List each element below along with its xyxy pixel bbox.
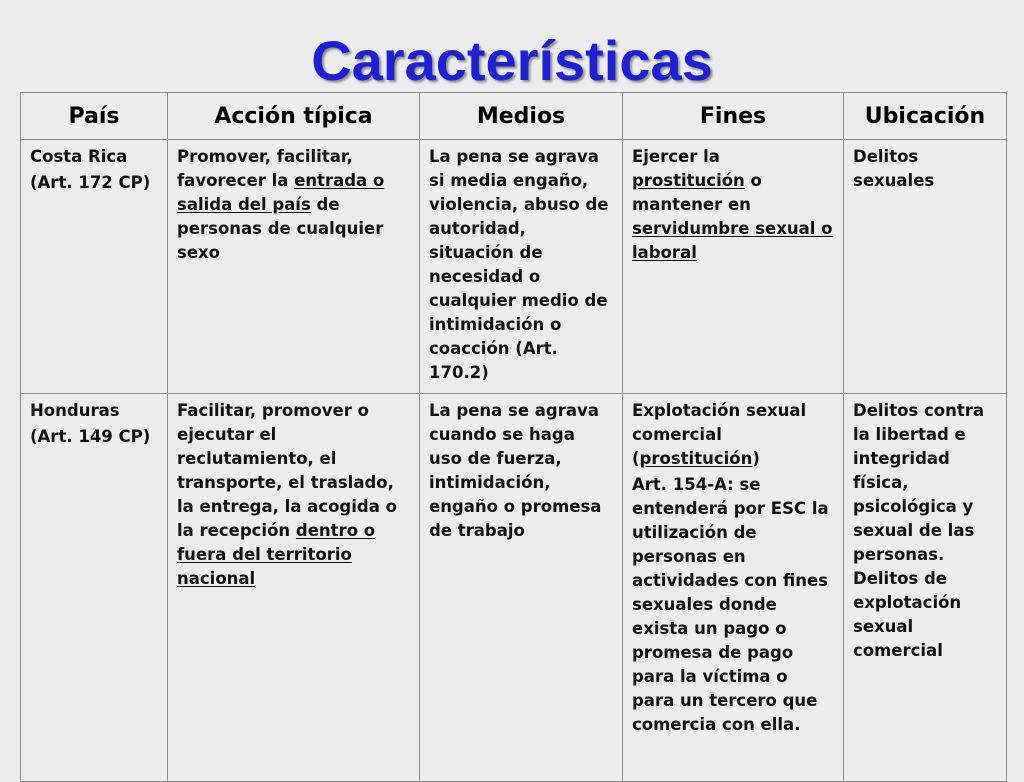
table-row	[21, 140, 1007, 394]
ends-text-mid: o mantener en	[632, 171, 762, 214]
means-text: La pena se agrava cuando se haga uso de fuerza, intimidación, engaño o promesa de trabajo	[429, 401, 602, 540]
table-row	[21, 394, 1007, 782]
action-underlined-text: dentro o fuera del territorio nacional	[177, 521, 376, 588]
ends-underlined-text: prostitución	[632, 171, 745, 190]
slide-title: Características	[311, 29, 713, 92]
ends-text-mid: )	[752, 449, 760, 468]
header-location: Ubicación	[844, 93, 1007, 140]
table-header-row	[21, 93, 1007, 140]
country-article: (Art. 149 CP)	[30, 427, 151, 446]
cell-location	[844, 394, 1007, 782]
cell-ends	[623, 394, 844, 782]
characteristics-table	[20, 92, 1007, 782]
cell-ends	[623, 140, 844, 394]
action-text: Promover, facilitar, favorecer la	[177, 147, 353, 190]
cell-action	[168, 140, 420, 394]
header-action: Acción típica	[168, 93, 420, 140]
header-means: Medios	[420, 93, 623, 140]
country-name: Honduras	[30, 401, 120, 420]
cell-country	[21, 140, 168, 394]
cell-location	[844, 140, 1007, 394]
location-text: Delitos sexuales	[853, 147, 935, 190]
cell-means	[420, 394, 623, 782]
cell-means	[420, 140, 623, 394]
country-name: Costa Rica	[30, 147, 128, 166]
ends-definition: Art. 154-A: se entenderá por ESC la utilización de personas en actividades con fines sexuales donde exista un pago o promesa de pago para la víctima o para un tercero que comercia con ella.	[632, 475, 829, 734]
ends-text: Explotación sexual comercial (	[632, 401, 807, 468]
action-text-end: de personas de cualquier sexo	[177, 195, 384, 262]
cell-action	[168, 394, 420, 782]
header-ends: Fines	[623, 93, 844, 140]
location-text: Delitos contra la libertad e integridad física, psicológica y sexual de las personas. Delitos de explotación sexual comercial	[853, 401, 985, 660]
action-underlined-text: entrada o salida del país	[177, 171, 385, 214]
action-text: Facilitar, promover o ejecutar el reclutamiento, el transporte, el traslado, la entrega, la acogida o la recepción	[177, 401, 397, 540]
ends-underlined-text-2: servidumbre sexual o laboral	[632, 219, 833, 262]
cell-country	[21, 394, 168, 782]
ends-text: Ejercer la	[632, 147, 720, 166]
header-country: País	[21, 93, 168, 140]
ends-underlined-text: prostitución	[639, 449, 753, 468]
means-text: La pena se agrava si media engaño, violencia, abuso de autoridad, situación de necesidad o cualquier medio de intimidación o coacción (Art. 170.2)	[429, 147, 609, 382]
country-article: (Art. 172 CP)	[30, 173, 151, 192]
